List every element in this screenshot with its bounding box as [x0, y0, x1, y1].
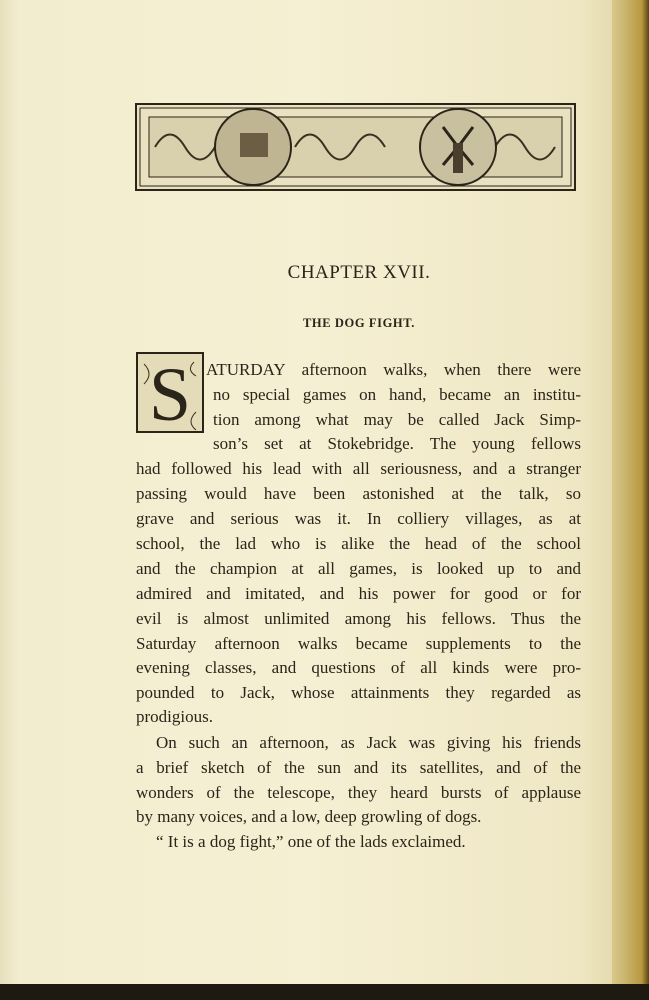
- chapter-heading: CHAPTER XVII.: [287, 262, 431, 283]
- ornamental-drop-cap: [136, 352, 204, 433]
- text-line: prodigious.: [136, 707, 213, 726]
- gilt-page-edge: [612, 0, 649, 990]
- text-line: no special games on hand, became an institu-: [213, 385, 581, 404]
- text-line: and the champion at all games, is looked up to and: [136, 559, 581, 578]
- text-line: pounded to Jack, whose attainments they regarded as: [136, 683, 581, 702]
- text-line: wonders of the telescope, they heard bursts of applause: [136, 783, 581, 802]
- text-line: Saturday afternoon walks became supplements to the: [136, 634, 581, 653]
- text-line: son’s set at Stokebridge. The young fellows: [213, 434, 581, 453]
- text-line: “ It is a dog fight,” one of the lads exclaimed.: [156, 832, 466, 851]
- text-line: had followed his lead with all seriousness, and a stranger: [136, 459, 581, 478]
- text-line: a brief sketch of the sun and its satellites, and of the: [136, 758, 581, 777]
- scan-border: [0, 984, 649, 1000]
- text-line: admired and imitated, and his power for good or for: [136, 584, 581, 603]
- text-line: passing would have been astonished at the talk, so: [136, 484, 581, 503]
- text-line: ATURDAY afternoon walks, when there were: [206, 360, 581, 379]
- text-line: by many voices, and a low, deep growling of dogs.: [136, 807, 482, 826]
- decorative-headpiece-banner: [135, 103, 576, 191]
- drop-cap-letter: S: [148, 353, 192, 433]
- text-line: school, the lad who is alike the head of the school: [136, 534, 581, 553]
- text-line: tion among what may be called Jack Simp-: [213, 410, 581, 429]
- text-line: evening classes, and questions of all kinds were pro-: [136, 658, 581, 677]
- text-line: evil is almost unlimited among his fellows. Thus the: [136, 609, 581, 628]
- chapter-title: THE DOG FIGHT.: [302, 316, 415, 330]
- text-line: grave and serious was it. In colliery villages, as at: [136, 509, 581, 528]
- text-line: On such an afternoon, as Jack was giving his friends: [156, 733, 581, 752]
